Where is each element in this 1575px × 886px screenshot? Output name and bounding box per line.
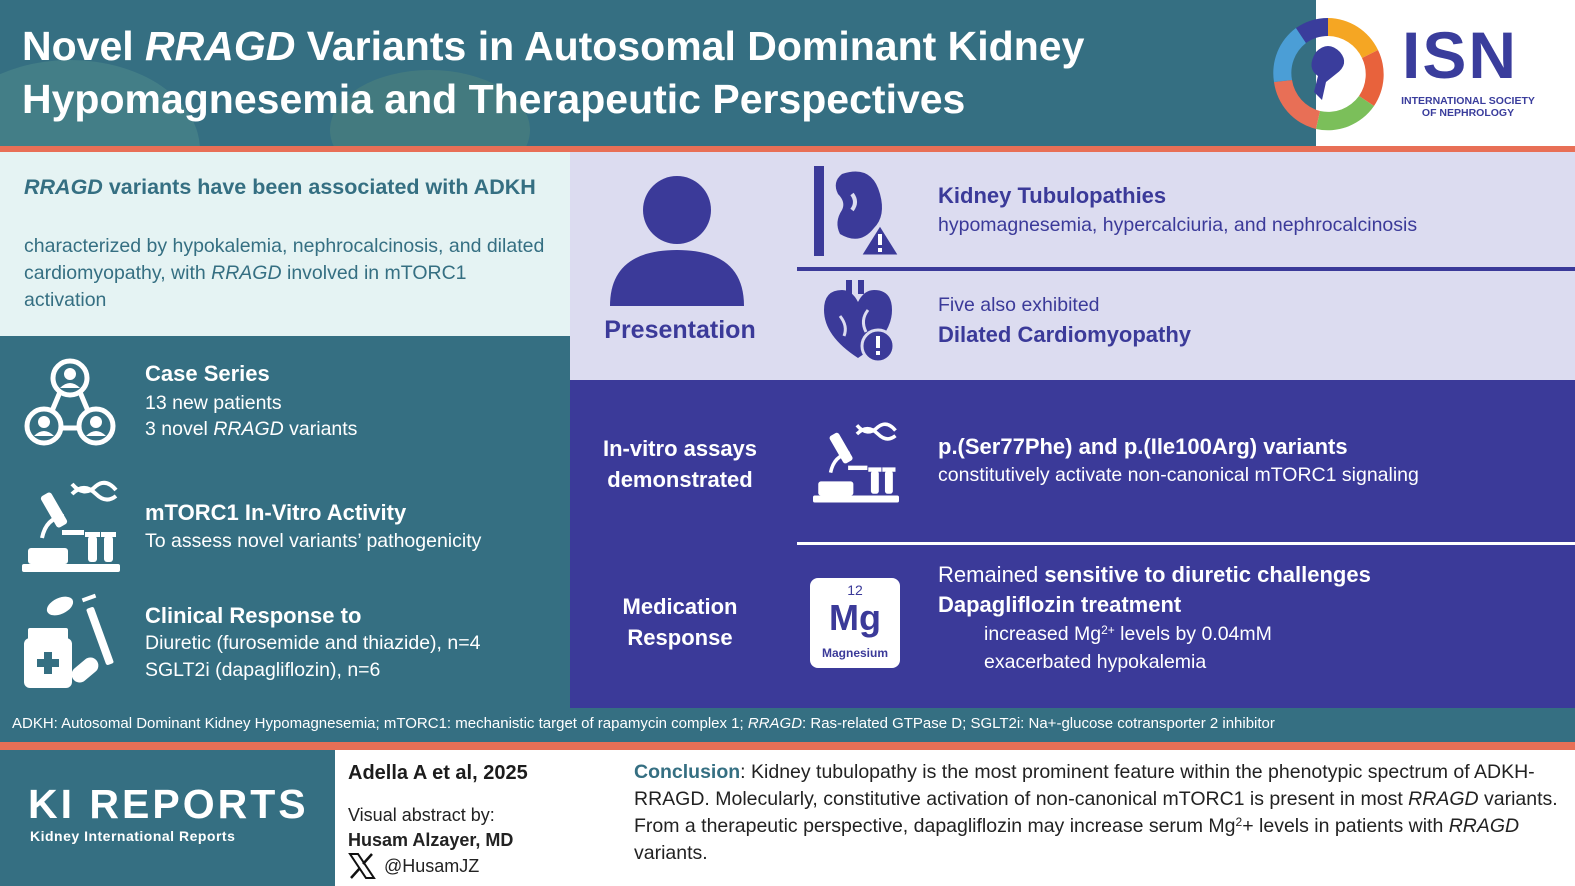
isn-logo-subtitle: INTERNATIONAL SOCIETY OF NEPHROLOGY — [1401, 95, 1535, 119]
person-icon — [606, 170, 748, 308]
invitro-label: In-vitro assays demonstrated — [602, 436, 758, 492]
dapagliflozin-title: Dapagliflozin treatment — [938, 592, 1182, 617]
heart-warning-icon — [818, 280, 898, 364]
variants-title: p.(Ser77Phe) and p.(Ile100Arg) variants — [938, 434, 1348, 459]
mg-increase: increased $Mg^{2+}$ levels by 0.04mM — [984, 623, 1272, 645]
abbreviations-footnote: ADKH: Autosomal Dominant Kidney Hypomagnesemia; mTORC1: mechanistic target of rapamycin complex 1; RRAGD: Ras-related GTPase D; SGLT2i: Na+-glucose cotransporter 2 inhibitor — [12, 715, 1275, 732]
journal-logo-subtitle: Kidney International Reports — [30, 828, 236, 844]
variants-desc: constitutively activate non-canonical mTORC1 signaling — [938, 464, 1419, 486]
journal-logo-text: KI REPORTS — [28, 781, 309, 827]
kidney-warning-icon — [812, 164, 902, 258]
intro-headline: RRAGD variants have been associated with ADKH — [24, 175, 536, 199]
cardio-intro: Five also exhibited — [938, 294, 1100, 316]
clinical-response-title: Clinical Response to — [145, 603, 362, 628]
medication-icon — [20, 592, 124, 692]
case-series-title: Case Series — [145, 361, 270, 386]
case-series-variants: 3 novel RRAGD variants — [145, 418, 358, 440]
people-network-icon — [24, 356, 116, 448]
kidney-tubulopathies-desc: hypomagnesemia, hypercalciuria, and nephrocalcinosis — [938, 214, 1418, 236]
results-divider — [797, 542, 1575, 545]
conclusion-text: Conclusion: Kidney tubulopathy is the most prominent feature within the phenotypic spectrum of ADKH-RRAGD. Molecularly, constitutive activation of non-canonical mTORC1 is present in most RRAGD variants. From a therapeutic perspective, dapagliflozin may increase serum $Mg^2+$ levels in patients with RRAGD variants. — [634, 761, 1558, 864]
x-logo-icon[interactable] — [348, 853, 376, 879]
magnesium-element-icon — [810, 578, 900, 668]
medication-label: Medication Response — [622, 594, 738, 650]
visual-abstract-label: Visual abstract by: — [348, 805, 495, 825]
clinical-response-sglt2i: SGLT2i (dapagliflozin), n=6 — [145, 659, 381, 681]
accent-divider — [0, 742, 1575, 750]
clinical-response-diuretic: Diuretic (furosemide and thiazide), n=4 — [145, 632, 481, 654]
isn-logo-text: ISN — [1402, 18, 1519, 92]
presentation-label: Presentation — [604, 316, 756, 344]
mg-name: Magnesium — [821, 646, 888, 660]
presentation-divider — [797, 267, 1575, 271]
hypokalemia: exacerbated hypokalemia — [984, 651, 1207, 673]
author-name: Husam Alzayer, MD — [348, 830, 514, 850]
page-title: Novel RRAGD Variants in Autosomal Dominant Kidney Hypomagnesemia and Therapeutic Perspectives — [22, 23, 1085, 122]
mg-atomic-number: 12 — [847, 582, 863, 598]
kidney-tubulopathies-title: Kidney Tubulopathies — [938, 183, 1167, 208]
microscope-dna-icon — [18, 478, 124, 576]
dilated-cardiomyopathy-title: Dilated Cardiomyopathy — [938, 322, 1192, 347]
intro-body: characterized by hypokalemia, nephrocalcinosis, and dilated cardiomyopathy, with RRAGD involved in mTORC1 activation — [24, 235, 545, 311]
author-handle-link[interactable]: @HusamJZ — [384, 856, 480, 876]
case-series-patients: 13 new patients — [145, 392, 282, 414]
isn-logo-icon — [1266, 12, 1390, 136]
mg-symbol: Mg — [829, 597, 881, 638]
citation: Adella A et al, 2025 — [348, 762, 528, 784]
microscope-dna-icon — [808, 420, 904, 506]
diuretic-sensitivity: Remained sensitive to diuretic challenges — [938, 562, 1371, 587]
invitro-activity-desc: To assess novel variants’ pathogenicity — [145, 530, 482, 552]
invitro-activity-title: mTORC1 In-Vitro Activity — [145, 500, 407, 525]
